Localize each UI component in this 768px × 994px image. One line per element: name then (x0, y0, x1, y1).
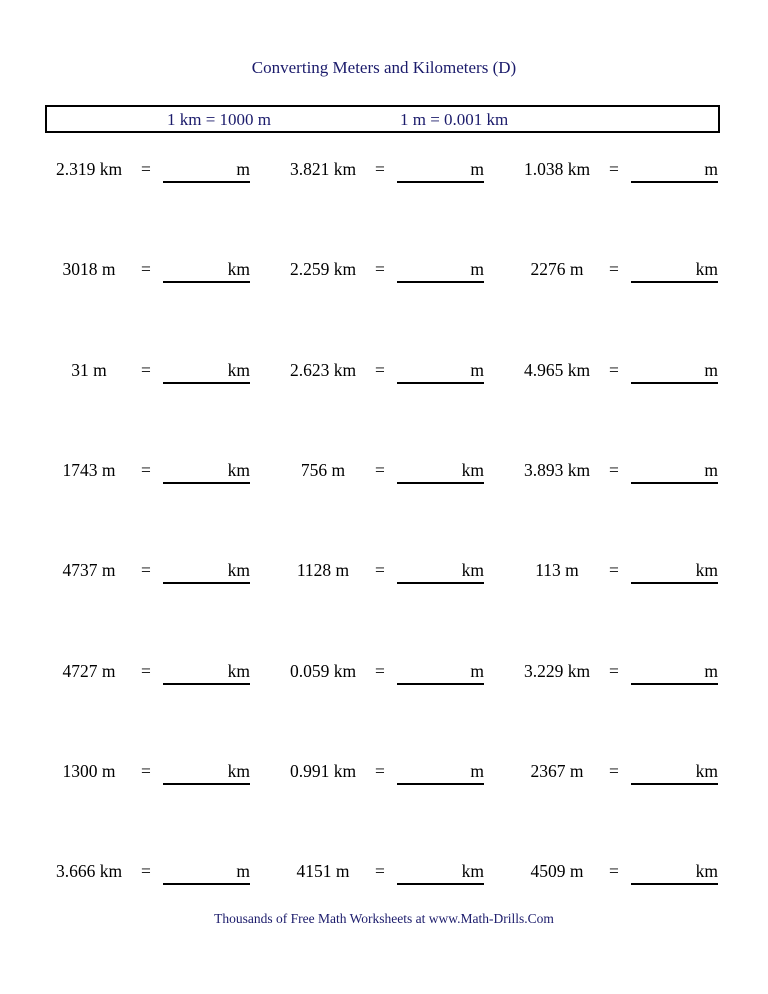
problem-quantity: 113 m (535, 560, 579, 581)
equals-sign: = (609, 259, 619, 280)
equals-sign: = (141, 359, 151, 380)
equals-sign: = (375, 259, 385, 280)
answer-unit: m (470, 159, 484, 179)
problem-row (0, 761, 768, 791)
answer-unit: km (227, 459, 250, 480)
problem-quantity: 31 m (71, 359, 107, 380)
answer-blank[interactable] (397, 661, 484, 685)
equals-sign: = (141, 760, 151, 781)
answer-unit: km (461, 861, 484, 882)
answer-unit: km (695, 760, 718, 781)
answer-unit: km (227, 760, 250, 781)
problem-quantity: 3.229 km (523, 660, 591, 681)
answer-unit: m (236, 861, 250, 882)
answer-unit: km (227, 259, 250, 280)
answer-unit: m (704, 159, 718, 179)
problem-quantity: 1300 m (62, 760, 116, 781)
problem-quantity: 2.319 km (55, 159, 123, 179)
answer-blank[interactable] (397, 259, 484, 283)
problem-quantity: 2.623 km (289, 359, 357, 380)
equals-sign: = (609, 760, 619, 781)
problem-quantity: 2.259 km (289, 259, 357, 280)
answer-blank[interactable] (397, 560, 484, 584)
problem-row (0, 661, 768, 691)
answer-blank[interactable] (163, 259, 250, 283)
answer-blank[interactable] (397, 761, 484, 785)
answer-unit: m (470, 359, 484, 380)
equals-sign: = (141, 560, 151, 581)
answer-blank[interactable] (163, 560, 250, 584)
equals-sign: = (141, 259, 151, 280)
problem-row (0, 259, 768, 289)
footer-link[interactable]: Thousands of Free Math Worksheets at www.Math-Drills.Com (214, 911, 554, 926)
problem-quantity: 1128 m (296, 560, 350, 581)
equals-sign: = (141, 159, 151, 179)
problem-quantity: 4509 m (530, 861, 584, 882)
answer-blank[interactable] (631, 159, 718, 183)
answer-blank[interactable] (631, 761, 718, 785)
equals-sign: = (609, 459, 619, 480)
answer-blank[interactable] (631, 259, 718, 283)
equals-sign: = (375, 159, 385, 179)
answer-blank[interactable] (397, 360, 484, 384)
answer-unit: m (236, 159, 250, 179)
answer-unit: m (704, 660, 718, 681)
answer-blank[interactable] (631, 560, 718, 584)
problem-row (0, 159, 768, 189)
equals-sign: = (375, 861, 385, 882)
problem-quantity: 756 m (300, 459, 346, 480)
answer-unit: km (227, 660, 250, 681)
problem-quantity: 1.038 km (523, 159, 591, 179)
answer-unit: m (470, 259, 484, 280)
equals-sign: = (609, 159, 619, 179)
answer-unit: km (695, 861, 718, 882)
problem-quantity: 4727 m (62, 660, 116, 681)
answer-unit: km (461, 459, 484, 480)
answer-unit: m (704, 359, 718, 380)
equals-sign: = (375, 760, 385, 781)
answer-blank[interactable] (631, 360, 718, 384)
answer-unit: m (470, 760, 484, 781)
equals-sign: = (609, 560, 619, 581)
reference-rule-m-to-km: 1 m = 0.001 km (400, 110, 509, 129)
answer-blank[interactable] (631, 661, 718, 685)
page-title: Converting Meters and Kilometers (D) (251, 58, 517, 77)
answer-blank[interactable] (397, 861, 484, 885)
problem-quantity: 3.893 km (523, 459, 591, 480)
equals-sign: = (375, 359, 385, 380)
answer-blank[interactable] (163, 861, 250, 885)
equals-sign: = (609, 861, 619, 882)
equals-sign: = (375, 560, 385, 581)
answer-blank[interactable] (163, 460, 250, 484)
problem-row (0, 560, 768, 590)
problem-row (0, 460, 768, 490)
answer-unit: km (227, 359, 250, 380)
equals-sign: = (375, 660, 385, 681)
problem-row (0, 861, 768, 891)
equals-sign: = (141, 861, 151, 882)
equals-sign: = (609, 660, 619, 681)
answer-blank[interactable] (397, 460, 484, 484)
answer-blank[interactable] (631, 861, 718, 885)
problem-quantity: 3018 m (62, 259, 116, 280)
answer-blank[interactable] (397, 159, 484, 183)
problem-quantity: 2367 m (530, 760, 584, 781)
answer-blank[interactable] (163, 360, 250, 384)
reference-box (45, 105, 720, 133)
reference-rule-km-to-m: 1 km = 1000 m (167, 110, 272, 129)
answer-unit: m (470, 660, 484, 681)
answer-unit: km (227, 560, 250, 581)
problem-quantity: 1743 m (62, 459, 116, 480)
equals-sign: = (375, 459, 385, 480)
equals-sign: = (141, 459, 151, 480)
answer-unit: km (695, 259, 718, 280)
answer-unit: m (704, 459, 718, 480)
answer-unit: km (461, 560, 484, 581)
problem-quantity: 4151 m (296, 861, 350, 882)
problem-quantity: 3.821 km (289, 159, 357, 179)
problem-row (0, 360, 768, 390)
answer-unit: km (695, 560, 718, 581)
answer-blank[interactable] (163, 761, 250, 785)
problem-quantity: 4.965 km (523, 359, 591, 380)
equals-sign: = (141, 660, 151, 681)
problem-quantity: 0.059 km (289, 660, 357, 681)
problem-quantity: 2276 m (530, 259, 584, 280)
problem-quantity: 4737 m (62, 560, 116, 581)
problem-quantity: 3.666 km (55, 861, 123, 882)
answer-blank[interactable] (631, 460, 718, 484)
answer-blank[interactable] (163, 159, 250, 183)
answer-blank[interactable] (163, 661, 250, 685)
equals-sign: = (609, 359, 619, 380)
problem-quantity: 0.991 km (289, 760, 357, 781)
